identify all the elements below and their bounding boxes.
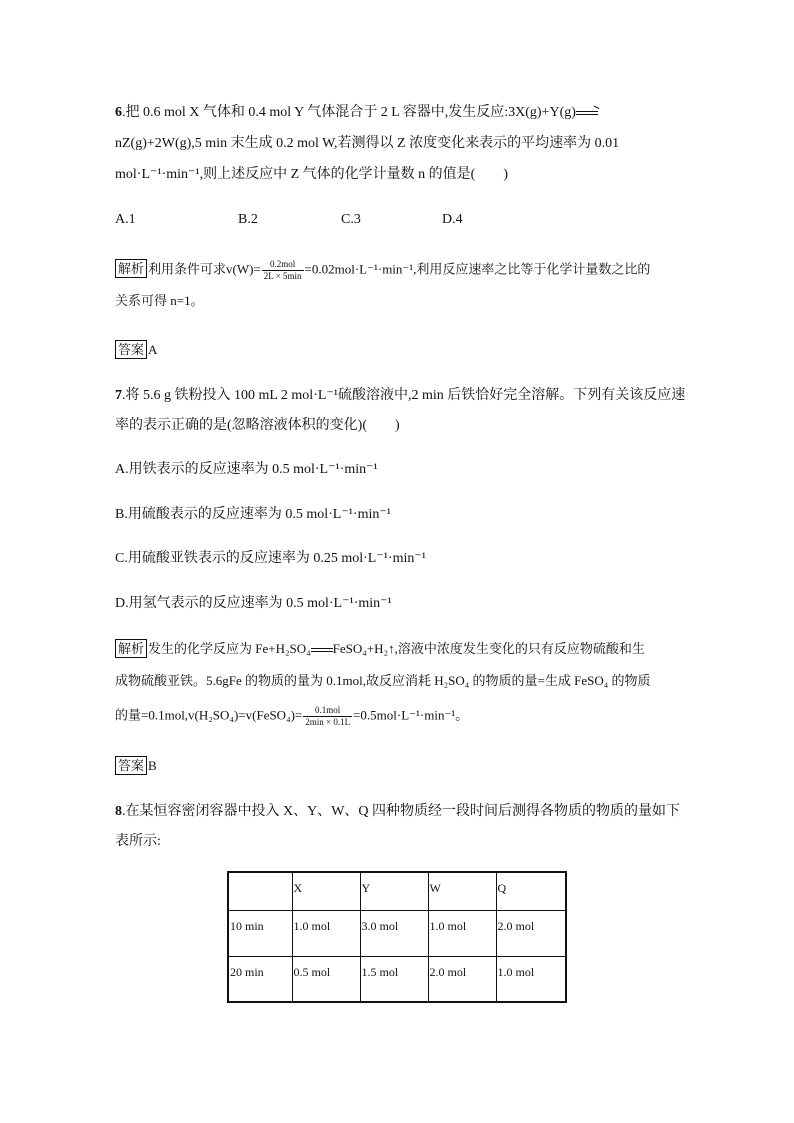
table-row <box>228 910 566 956</box>
q7-exp-frac-num: 0.1mol <box>303 705 352 717</box>
q6-option-c[interactable]: C.3 <box>341 212 361 227</box>
table-header-cell: X <box>292 872 360 910</box>
q6-explanation-line2: 关系可得 n=1。 <box>115 293 204 308</box>
q7-option-c[interactable]: C.用硫酸亚铁表示的反应速率为 0.25 mol·L⁻¹·min⁻¹ <box>115 551 426 566</box>
q6-exp-text-a: 利用条件可求v(W)= <box>148 261 261 277</box>
q7-exp-text-a3: 的量=0.1mol,v(H₂SO₄)=v(FeSO₄)= <box>115 707 303 723</box>
q7-option-d[interactable]: D.用氢气表示的反应速率为 0.5 mol·L⁻¹·min⁻¹ <box>115 596 392 611</box>
table-cell: 3.0 mol <box>360 910 428 956</box>
q6-exp-text-b: =0.02mol·L⁻¹·min⁻¹,利用反应速率之比等于化学计量数之比的 <box>304 261 651 277</box>
data-table <box>227 871 567 1003</box>
table-cell: 1.0 mol <box>292 910 360 956</box>
q6-line1 <box>115 103 598 123</box>
q7-line2: 率的表示正确的是(忽略溶液体积的变化)( ) <box>115 418 400 433</box>
q8-line1 <box>115 802 680 822</box>
q7-explanation-tag: 解析 <box>115 639 147 658</box>
table-header-cell: Y <box>360 872 428 910</box>
q8-number: 8 <box>115 804 122 819</box>
q6-answer-value: A <box>148 342 158 357</box>
table-cell: 10 min <box>228 910 292 956</box>
q6-line3: mol·L⁻¹·min⁻¹,则上述反应中 Z 气体的化学计量数 n 的值是( ) <box>115 167 508 182</box>
q7-explanation-line3 <box>115 705 468 728</box>
q7-number: 7 <box>115 388 122 403</box>
q6-option-a[interactable]: A.1 <box>115 212 136 227</box>
q6-option-b[interactable]: B.2 <box>238 212 258 227</box>
q7-option-a[interactable]: A.用铁表示的反应速率为 0.5 mol·L⁻¹·min⁻¹ <box>115 462 378 477</box>
table-cell: 1.0 mol <box>428 910 496 956</box>
q6-number: 6 <box>115 105 122 120</box>
q7-answer-value: B <box>148 758 157 773</box>
table-cell: 1.5 mol <box>360 956 428 1002</box>
q8-line2: 表所示: <box>115 834 161 849</box>
q7-exp-text-b: FeSO₄+H₂↑,溶液中浓度发生变化的只有反应物硫酸和生 <box>332 641 645 656</box>
q6-line2: nZ(g)+2W(g),5 min 末生成 0.2 mol W,若测得以 Z 浓度变化来表示的平均速率为 0.01 <box>115 136 620 151</box>
q7-line1-text: .将 5.6 g 铁粉投入 100 mL 2 mol·L⁻¹硫酸溶液中,2 min 后铁恰好完全溶解。下列有关该反应速 <box>122 388 686 403</box>
table-cell: 1.0 mol <box>496 956 566 1002</box>
q7-exp-text-a: 发生的化学反应为 Fe+H₂SO₄ <box>148 641 311 656</box>
reversible-arrow-icon <box>576 109 598 117</box>
q7-exp-fraction <box>303 705 352 728</box>
q6-exp-frac-num: 0.2mol <box>262 259 304 271</box>
table-header-cell: W <box>428 872 496 910</box>
q6-answer-tag: 答案 <box>115 340 147 359</box>
q6-explanation-line1 <box>115 259 650 282</box>
q8-line1-text: .在某恒容密闭容器中投入 X、Y、W、Q 四种物质经一段时间后测得各物质的物质的量如下 <box>122 804 681 819</box>
reaction-arrow-icon <box>311 646 333 654</box>
q7-explanation-line2: 成物硫酸亚铁。5.6gFe 的物质的量为 0.1mol,故反应消耗 H₂SO₄ 的物质的量=生成 FeSO₄ 的物质 <box>115 673 651 688</box>
q6-line1-text: .把 0.6 mol X 气体和 0.4 mol Y 气体混合于 2 L 容器中,发生反应:3X(g)+Y(g) <box>122 105 576 120</box>
q7-explanation-line1 <box>115 639 645 659</box>
q7-exp-text-b3: =0.5mol·L⁻¹·min⁻¹。 <box>353 707 469 723</box>
q6-exp-fraction <box>262 259 304 282</box>
table-row <box>228 956 566 1002</box>
q7-line1 <box>115 386 685 406</box>
q6-option-d[interactable]: D.4 <box>442 212 463 227</box>
table-header-cell <box>228 872 292 910</box>
q7-exp-frac-den: 2min × 0.1L <box>305 717 351 727</box>
q7-answer-tag: 答案 <box>115 756 147 775</box>
q7-option-b[interactable]: B.用硫酸表示的反应速率为 0.5 mol·L⁻¹·min⁻¹ <box>115 507 391 522</box>
table-cell: 2.0 mol <box>428 956 496 1002</box>
q7-answer <box>115 756 157 776</box>
table-header-cell: Q <box>496 872 566 910</box>
q6-explanation-tag: 解析 <box>115 259 147 278</box>
table-cell: 20 min <box>228 956 292 1002</box>
table-header-row <box>228 872 566 910</box>
q6-answer <box>115 340 157 360</box>
q6-exp-frac-den: 2L × 5min <box>263 271 302 281</box>
table-cell: 2.0 mol <box>496 910 566 956</box>
table-cell: 0.5 mol <box>292 956 360 1002</box>
